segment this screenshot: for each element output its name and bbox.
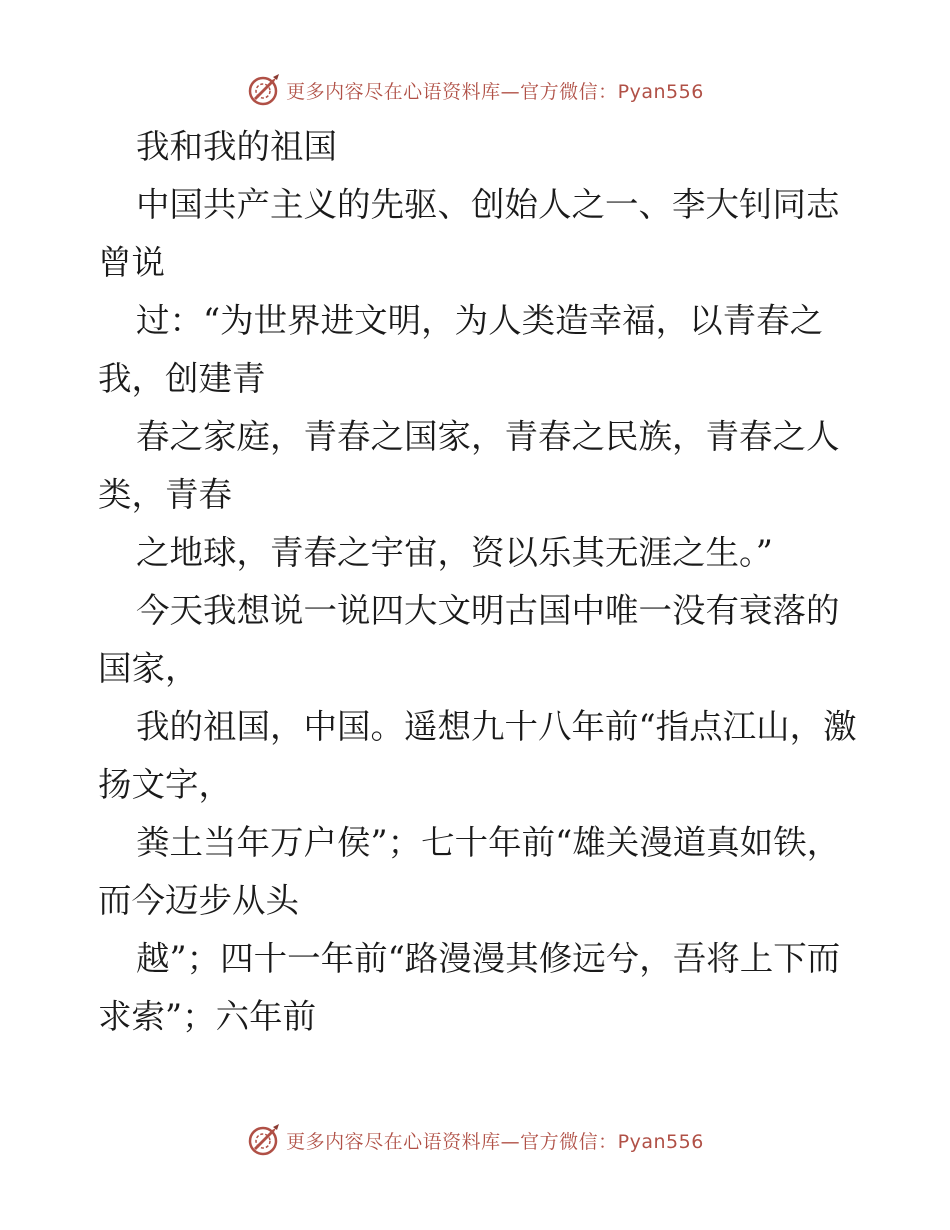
paragraph-line: 今天我想说一说四大文明古国中唯一没有衰落的国家， xyxy=(98,591,840,688)
document-body xyxy=(98,118,858,1046)
header-banner xyxy=(0,70,950,110)
paragraph-line: 越”；四十一年前“路漫漫其修远兮，吾将上下而求索”；六年前 xyxy=(98,939,841,1036)
document-title: 我和我的祖国 xyxy=(136,127,337,166)
banner-text: 更多内容尽在心语资料库—官方微信：Pyan556 xyxy=(286,80,704,103)
footer-banner xyxy=(0,1120,950,1160)
paragraph-line: 之地球，青春之宇宙，资以乐其无涯之生。” xyxy=(136,533,773,572)
banner-text: 更多内容尽在心语资料库—官方微信：Pyan556 xyxy=(286,1130,704,1153)
pen-nib-logo-icon xyxy=(246,72,282,108)
pen-nib-logo-icon xyxy=(246,1122,282,1158)
paragraph-line: 粪土当年万户侯”；七十年前“雄关漫道真如铁，而今迈步从头 xyxy=(98,823,841,920)
paragraph-line: 中国共产主义的先驱、创始人之一、李大钊同志曾说 xyxy=(98,185,840,282)
paragraph-line: 春之家庭，青春之国家，青春之民族，青春之人类，青春 xyxy=(98,417,840,514)
paragraph-line: 我的祖国，中国。遥想九十八年前“指点江山，激扬文字， xyxy=(98,707,857,804)
paragraph-line: 过：“为世界进文明，为人类造幸福，以青春之我，创建青 xyxy=(98,301,824,398)
